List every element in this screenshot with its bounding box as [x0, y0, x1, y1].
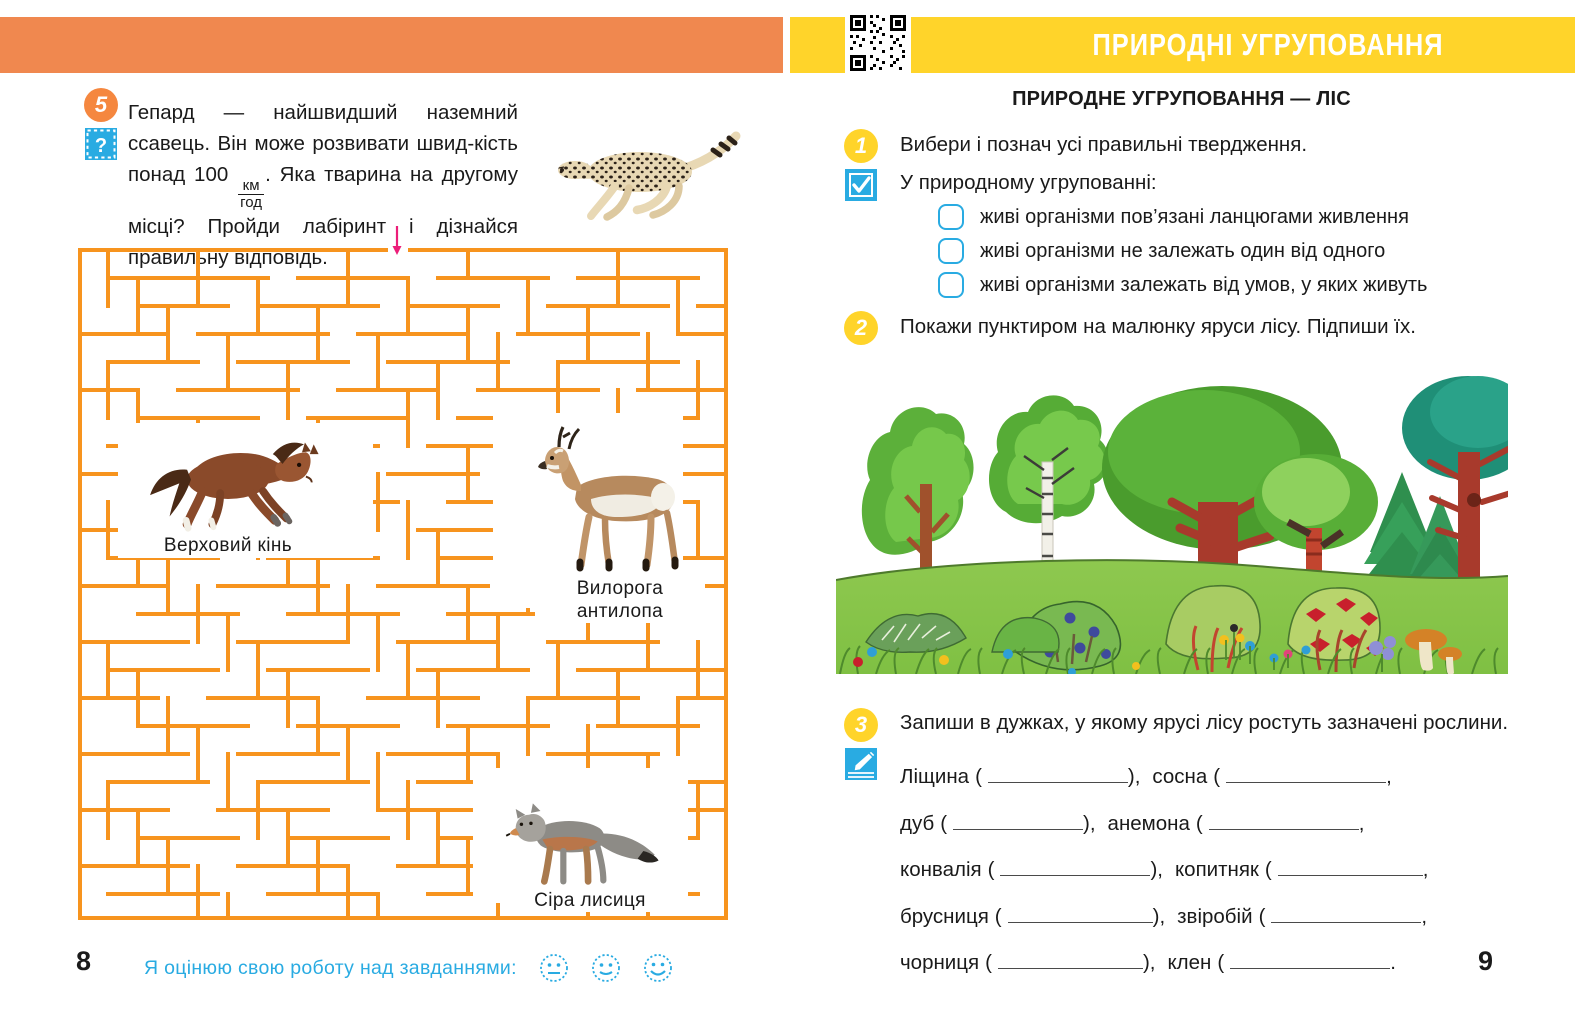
speed-fraction	[238, 178, 264, 211]
forest-layers-illustration	[836, 352, 1508, 674]
blank-input-8[interactable]	[1271, 905, 1421, 923]
qr-code-icon[interactable]	[845, 10, 911, 76]
task-1-prompt: Вибери і познач усі правильні твердження.	[900, 133, 1308, 156]
blank-input-2[interactable]	[1226, 765, 1386, 783]
fraction-numerator: км	[242, 177, 260, 194]
page-number-right: 9	[1478, 946, 1494, 976]
animal-label-antelope	[535, 577, 705, 623]
plant-name-dub: дуб	[900, 811, 935, 835]
task-3-prompt: Запиши в дужках, у якому ярусі лісу ростуть зазначені рослини.	[900, 711, 1509, 734]
question-mark-icon	[85, 128, 117, 160]
task-5-text	[128, 97, 518, 273]
paren-open: (	[940, 811, 948, 835]
blank-input-7[interactable]	[1008, 905, 1153, 923]
paren-close-comma: ,	[1422, 858, 1429, 881]
animal-card-fox	[500, 790, 680, 912]
paren-open: (	[994, 904, 1002, 928]
plant-name-chornytsia: чорниця	[900, 951, 980, 974]
gray-fox-image	[500, 790, 680, 890]
option-row-3	[938, 272, 1530, 298]
option-checkbox-1[interactable]	[938, 204, 964, 230]
blank-input-9[interactable]	[998, 951, 1143, 969]
blank-row-3	[900, 858, 1500, 882]
task-3-number-badge: 3	[844, 708, 878, 742]
plant-name-zvirobii: звіробій	[1177, 904, 1253, 928]
blank-input-5[interactable]	[1000, 858, 1150, 876]
paren-close: ),	[1142, 951, 1156, 974]
plant-name-klen: клен	[1167, 951, 1212, 974]
slight-smile-face-icon[interactable]	[591, 953, 621, 983]
section-title: ПРИРОДНЕ УГРУПОВАННЯ — ЛІС	[1012, 88, 1351, 110]
paren-open: (	[1213, 765, 1221, 788]
animal-label-antelope-line: антилопа	[576, 601, 664, 622]
animal-label-horse: Верховий кінь	[128, 535, 328, 557]
cheetah-image	[545, 120, 745, 225]
paren-close-comma: ,	[1386, 765, 1392, 788]
paren-open: (	[975, 765, 982, 788]
task-1-number-badge: 1	[844, 129, 878, 163]
task-5-number-badge: 5	[84, 88, 118, 122]
paren-close: ),	[1127, 765, 1141, 788]
orange-header-banner	[0, 17, 783, 73]
option-label-2: живі організми не залежать один від одного	[980, 239, 1386, 262]
smile-face-icon[interactable]	[643, 953, 673, 983]
self-assessment-label: Я оцінюю свою роботу над завданнями:	[144, 956, 517, 979]
plant-name-brusnytsia: брусниця	[900, 904, 989, 928]
pronghorn-antelope-image	[535, 425, 705, 575]
plant-name-konvaliia: конвалія	[900, 858, 982, 881]
paren-close: ),	[1083, 811, 1096, 835]
animal-label-antelope-line: Вилорога	[576, 578, 664, 599]
paren-open: (	[985, 951, 992, 974]
blank-input-10[interactable]	[1230, 951, 1390, 969]
animal-card-horse	[128, 423, 328, 557]
option-label-3: живі організми залежать від умов, у яких живуть	[980, 273, 1428, 296]
fraction-denominator: год	[240, 193, 263, 211]
blank-row-4	[900, 905, 1500, 929]
task-2-prompt: Покажи пунктиром на малюнку яруси лісу. Підпиши їх.	[900, 315, 1416, 338]
paren-open: (	[1258, 904, 1266, 928]
paren-open: (	[1195, 811, 1203, 835]
paren-close: ),	[1152, 904, 1166, 928]
option-checkbox-3[interactable]	[938, 272, 964, 298]
option-row-2	[938, 238, 1530, 264]
blank-input-3[interactable]	[953, 812, 1083, 830]
task-1-stem: У природному угрупованні:	[900, 171, 1157, 194]
option-row-1	[938, 204, 1530, 230]
paren-open: (	[1264, 858, 1272, 881]
option-label-1: живі організми пов’язані ланцюгами живлення	[980, 205, 1409, 228]
plant-name-anemona: анемона	[1107, 811, 1190, 835]
plant-name-sosna: сосна	[1152, 765, 1208, 788]
blank-row-5	[900, 951, 1500, 975]
paren-close-comma: ,	[1358, 811, 1365, 835]
option-checkbox-2[interactable]	[938, 238, 964, 264]
task-1-options	[900, 196, 1530, 298]
paren-close-comma: ,	[1421, 904, 1428, 928]
animal-card-antelope	[535, 425, 705, 623]
animal-label-fox: Сіра лисиця	[500, 890, 680, 912]
paren-open: (	[987, 858, 995, 881]
banner-title: ПРИРОДНІ УГРУПОВАННЯ	[1092, 27, 1444, 62]
task-5-text-part1: Гепард — найшвидший наземний ссавець. Він може розвивати швид-кість понад 100	[128, 101, 518, 186]
plant-name-lishchyna: Ліщина	[900, 765, 970, 788]
blank-input-4[interactable]	[1209, 812, 1359, 830]
blank-row-1	[900, 765, 1500, 789]
plant-name-kopytniak: копитняк	[1174, 858, 1259, 881]
blank-input-1[interactable]	[988, 765, 1128, 783]
pencil-writing-icon	[845, 748, 877, 780]
task-2-number-badge: 2	[844, 311, 878, 345]
svg-text:?: ?	[94, 135, 108, 157]
task-5-text-part2: . Яка тварина на другому місці? Пройди лабіринт і дізнайся правильну відповідь.	[128, 163, 519, 269]
blank-input-6[interactable]	[1278, 858, 1423, 876]
self-assessment-row	[78, 948, 728, 988]
neutral-face-icon[interactable]	[539, 953, 569, 983]
page-number-left: 8	[76, 946, 92, 976]
horse-image	[128, 423, 328, 535]
paren-open: (	[1217, 951, 1225, 974]
task-3-blank-rows	[900, 765, 1500, 998]
checkbox-checked-icon	[845, 169, 877, 201]
paren-close: ),	[1150, 858, 1163, 881]
paren-close-period: .	[1390, 951, 1396, 974]
blank-row-2	[900, 812, 1500, 836]
